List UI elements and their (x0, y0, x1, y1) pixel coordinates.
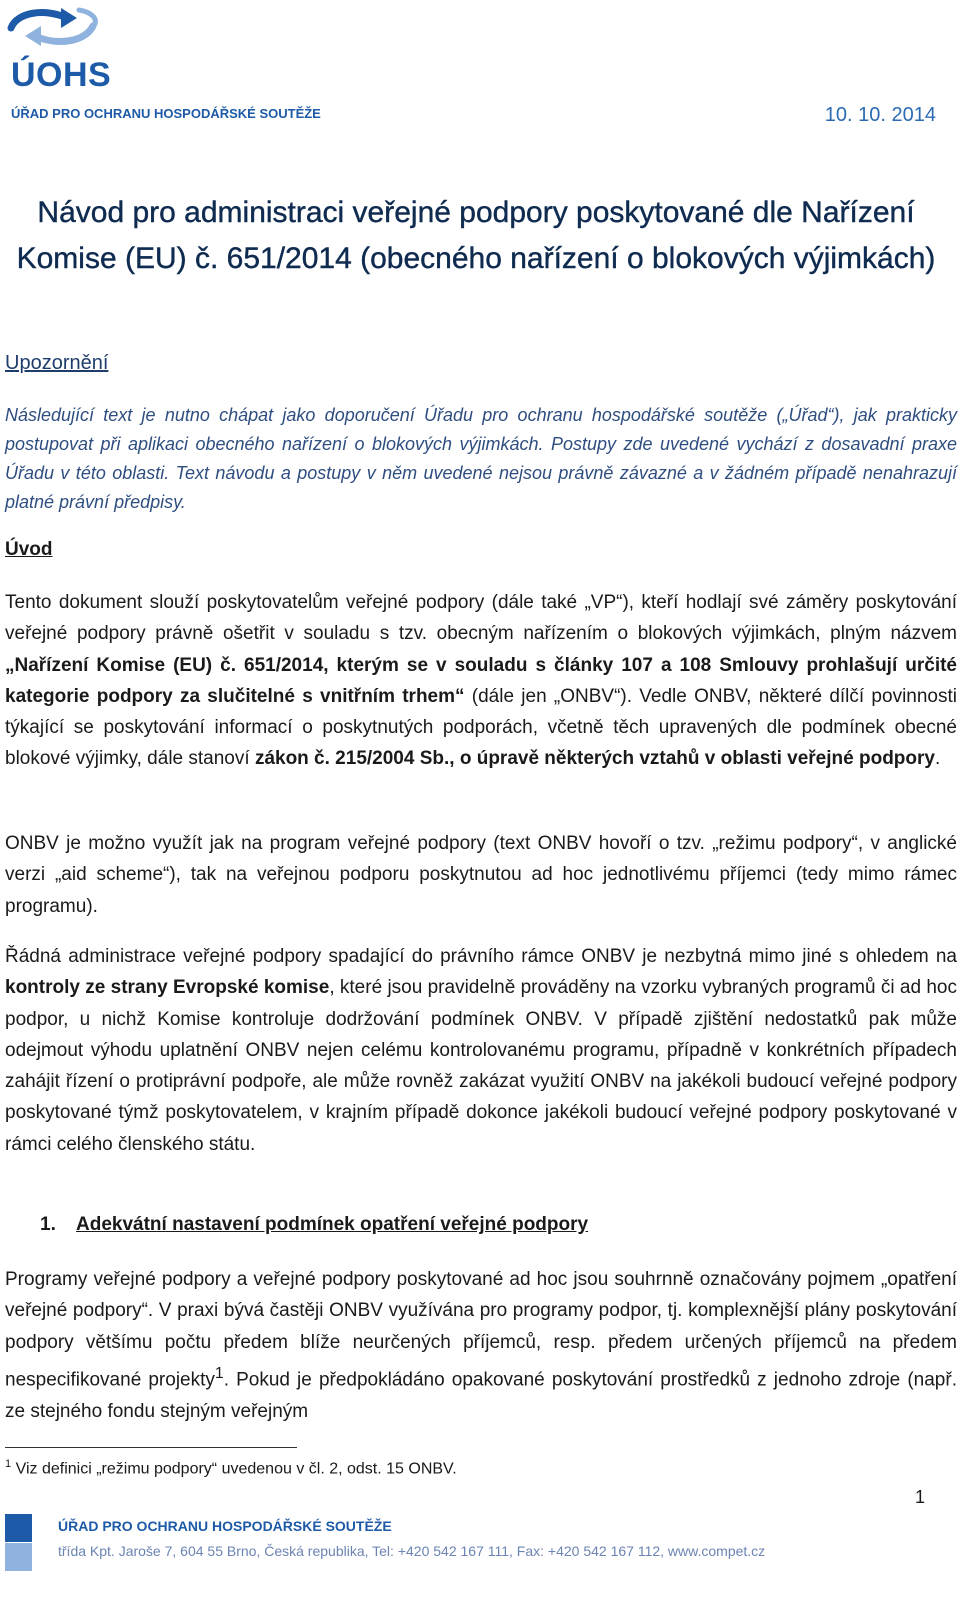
logo-organization-name: ÚŘAD PRO OCHRANU HOSPODÁŘSKÉ SOUTĚŽE (11, 106, 321, 121)
intro-paragraph-3 (5, 941, 957, 1160)
intro-p1-text-e: . (934, 748, 941, 770)
footnote-text: Viz definici „režimu podpory“ uvedenou v čl. 2, odst. 15 ONBV. (11, 1460, 457, 1478)
footer-address: třída Kpt. Jaroše 7, 604 55 Brno, Česká republika, Tel: +420 542 167 111, Fax: +420 542 167 112, www.compet.cz (58, 1543, 766, 1559)
uohs-logo (5, 6, 340, 131)
section-1-text-b: . Pokud je předpokládáno opakované poskytování prostředků z jednoho zdroje (např. ze stejného fondu stejným veřejným (5, 1369, 957, 1422)
page-footer (0, 1510, 960, 1620)
document-title: Návod pro administraci veřejné podpory poskytované dle Nařízení Komise (EU) č. 651/2014 (obecného nařízení o blokových výjimkách) (16, 196, 936, 275)
page-number: 1 (914, 1487, 925, 1507)
footer-organization: ÚŘAD PRO OCHRANU HOSPODÁŘSKÉ SOUTĚŽE (58, 1518, 392, 1534)
footnote-separator (5, 1447, 297, 1448)
footnote-mark: 1 (5, 1458, 12, 1470)
warning-heading: Upozornění (5, 352, 109, 374)
intro-heading-wrap (5, 539, 957, 561)
intro-paragraph-1 (5, 587, 957, 775)
intro-p3-text-c: , které jsou pravidelně prováděny na vzorku vybraných programů či ad hoc podpor, u nichž Komise kontroluje dodržování podmínek ONBV. V případě zjištění nedostatků pak může odejmout výhodu uplatnění ONBV nejen celému kontrolovanému programu, případně v konkrétních případech zahájit řízení o protiprávní podpoře, ale může rovněž zakázat využití ONBV na jakékoli budoucí veřejné podpory poskytované týmž poskytovatelem, v krajním případě dokonce jakékoli budoucí veřejné podpory poskytované v rámci celého členského státu. (5, 977, 957, 1155)
warning-text: Následující text je nutno chápat jako doporučení Úřadu pro ochranu hospodářské soutěže („Úřad“), jak prakticky postupovat při aplikaci obecného nařízení o blokových výjimkách. Postupy zde uvedené vychází z dosavadní praxe Úřadu v této oblasti. Text návodu a postupy v něm uvedené nejsou právně závazné a v žádném případě nenahrazují platné právní předpisy. (5, 405, 957, 512)
footer-brand-blocks-icon (5, 1514, 32, 1571)
section-1-paragraph (5, 1264, 957, 1427)
intro-paragraph-2: ONBV je možno využít jak na program veřejné podpory (text ONBV hovoří o tzv. „režimu podpory“, v anglické verzi „aid scheme“), tak na veřejnou podporu poskytnutou ad hoc jednotlivému příjemci (tedy mimo rámec programu). (5, 833, 957, 917)
warning-heading-wrap (5, 352, 957, 375)
section-1-title: Adekvátní nastavení podmínek opatření veřejné podpory (76, 1214, 589, 1235)
intro-p1-text-a: Tento dokument slouží poskytovatelům veřejné podpory (dále také „VP“), kteří hodlají své záměry poskytování veřejné podpory právně ošetřit v souladu s tzv. obecným nařízením o blokových výjimkách, plným názvem (5, 592, 957, 645)
intro-p3-text-a: Řádná administrace veřejné podpory spadající do právního rámce ONBV je nezbytná mimo jiné s ohledem na (5, 946, 957, 967)
logo-abbreviation: ÚOHS (11, 56, 112, 94)
section-1-text-a: Programy veřejné podpory a veřejné podpory poskytované ad hoc jsou souhrnně označovány pojmem „opatření veřejné podpory“. V praxi bývá častěji ONBV využívána pro programy podpor, tj. komplexnější plány poskytování podpory většímu počtu předem blíže neurčených příjemců, resp. předem určených příjemců na předem nespecifikované projekty (5, 1269, 957, 1391)
arrows-logo-icon (5, 6, 105, 61)
section-1-heading (40, 1214, 588, 1236)
section-1-number: 1. (40, 1214, 56, 1235)
intro-p1-regulation-name: „Nařízení Komise (EU) č. 651/2014, kterým se v souladu s články 107 a 108 Smlouvy prohlašují určité kategorie podpory za slučitelné s vnitřním trhem“ (5, 654, 957, 707)
intro-p1-text-c: (dále jen „ONBV“). Vedle ONBV, některé dílčí povinnosti týkající se poskytování informací o poskytnutých podporách, včetně těch upravených dle podmínek obecné blokové výjimky, dále stanoví (5, 685, 957, 770)
document-date: 10. 10. 2014 (824, 104, 936, 126)
footnote-reference[interactable]: 1 (214, 1364, 224, 1382)
intro-heading: Úvod (5, 539, 53, 560)
footnote (5, 1458, 457, 1478)
intro-p1-law-name: zákon č. 215/2004 Sb., o úpravě některých vztahů v oblasti veřejné podpory (254, 748, 935, 770)
intro-p3-commission-checks: kontroly ze strany Evropské komise (5, 977, 330, 999)
